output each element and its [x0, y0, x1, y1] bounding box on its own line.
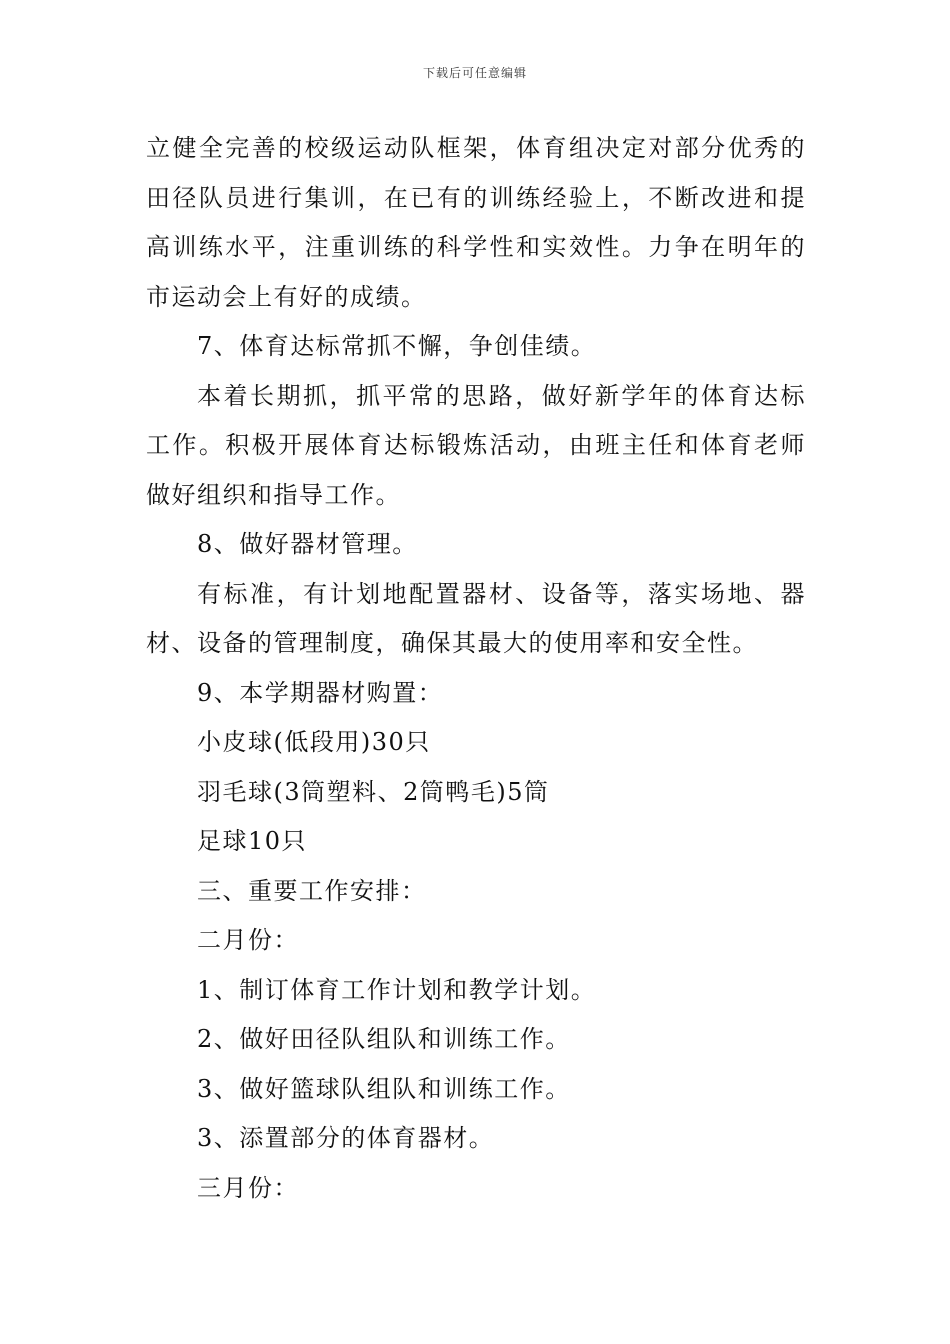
- list-item-small-balls: 小皮球(低段用)30只: [197, 728, 431, 756]
- section-heading-work-schedule: 三、重要工作安排：: [197, 876, 427, 905]
- list-item-task-4: 3、添置部分的体育器材。: [197, 1124, 495, 1152]
- list-item-task-1: 1、制订体育工作计划和教学计划。: [197, 975, 597, 1004]
- paragraph-fitness-standard: 本着长期抓，抓平常的思路，做好新学年的体育达标工作。积极开展体育达标锻炼活动，由班主任和体育老师做好组织和指导工作。: [146, 381, 806, 509]
- list-item-shuttlecocks: 羽毛球(3筒塑料、2筒鸭毛)5筒: [197, 777, 550, 806]
- paragraph-equipment-management: 有标准，有计划地配置器材、设备等，落实场地、器材、设备的管理制度，确保其最大的使用率和安全性。: [146, 579, 806, 657]
- list-item-task-3: 3、做好篮球队组队和训练工作。: [197, 1074, 571, 1103]
- month-heading-february: 二月份：: [197, 926, 299, 954]
- list-item-task-2: 2、做好田径队组队和训练工作。: [197, 1025, 571, 1053]
- heading-item-9: 9、本学期器材购置：: [197, 678, 444, 707]
- paragraph-training-plan: 立健全完善的校级运动队框架，体育组决定对部分优秀的田径队员进行集训，在已有的训练经验上，不断改进和提高训练水平，注重训练的科学性和实效性。力争在明年的市运动会上有好的成绩。: [146, 134, 806, 311]
- document-body: [146, 124, 806, 1213]
- month-heading-march: 三月份：: [197, 1173, 299, 1202]
- heading-item-8: 8、做好器材管理。: [197, 530, 418, 558]
- heading-item-7: 7、体育达标常抓不懈，争创佳绩。: [197, 332, 597, 360]
- page-header: 下载后可任意编辑: [422, 66, 527, 80]
- list-item-footballs: 足球10只: [197, 827, 308, 855]
